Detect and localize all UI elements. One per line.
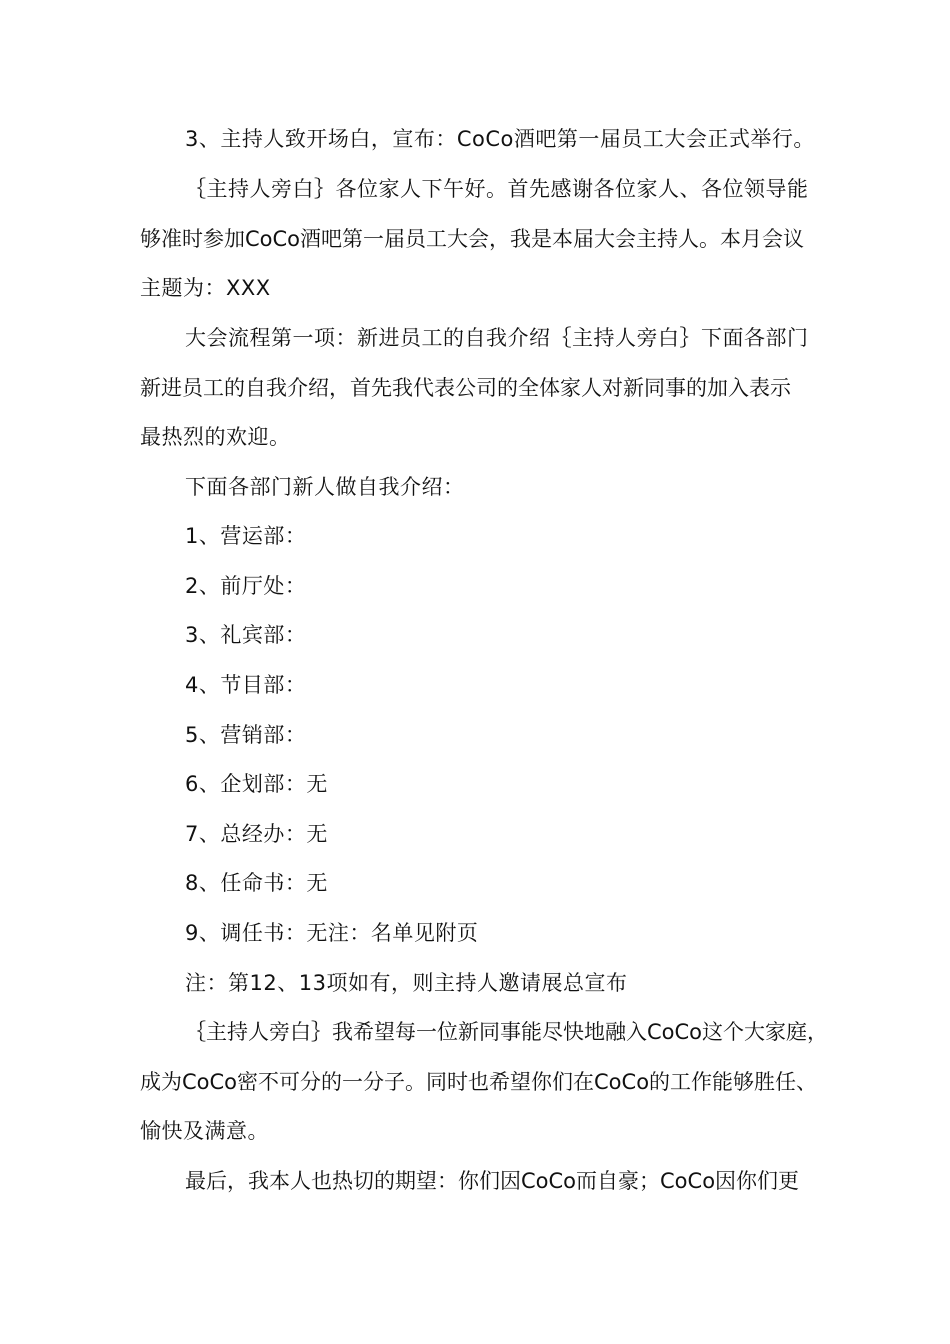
text-line-6: 新进员工的自我介绍，首先我代表公司的全体家人对新同事的加入表示 [140, 376, 791, 400]
list-item-7: 7、总经办：无 [185, 822, 328, 846]
text-line-8: 下面各部门新人做自我介绍： [185, 475, 465, 499]
list-item-6: 6、企划部：无 [185, 772, 328, 796]
text-line-21: 愉快及满意。 [140, 1119, 269, 1143]
list-item-2: 2、前厅处： [185, 574, 307, 598]
list-item-4: 4、节目部： [185, 673, 307, 697]
text-line-3: 够准时参加CoCo酒吧第一届员工大会，我是本届大会主持人。本月会议 [140, 227, 805, 251]
list-item-3: 3、礼宾部： [185, 623, 307, 647]
list-item-1: 1、营运部： [185, 524, 307, 548]
text-line-2: ｛主持人旁白｝各位家人下午好。首先感谢各位家人、各位领导能 [185, 177, 809, 201]
text-line-19: ｛主持人旁白｝我希望每一位新同事能尽快地融入CoCo这个大家庭， [185, 1020, 829, 1044]
text-line-22: 最后，我本人也热切的期望：你们因CoCo而自豪；CoCo因你们更 [185, 1169, 800, 1193]
text-line-4: 主题为：XXX [140, 276, 271, 300]
list-item-9: 9、调任书：无注：名单见附页 [185, 921, 479, 945]
list-item-5: 5、营销部： [185, 723, 307, 747]
text-line-5: 大会流程第一项：新进员工的自我介绍｛主持人旁白｝下面各部门 [185, 326, 809, 350]
text-line-1: 3、主持人致开场白，宣布：CoCo酒吧第一届员工大会正式举行。 [185, 127, 815, 151]
text-line-20: 成为CoCo密不可分的一分子。同时也希望你们在CoCo的工作能够胜任、 [140, 1070, 818, 1094]
note-line: 注：第12、13项如有，则主持人邀请展总宣布 [185, 971, 628, 995]
text-line-7: 最热烈的欢迎。 [140, 425, 291, 449]
list-item-8: 8、任命书：无 [185, 871, 328, 895]
